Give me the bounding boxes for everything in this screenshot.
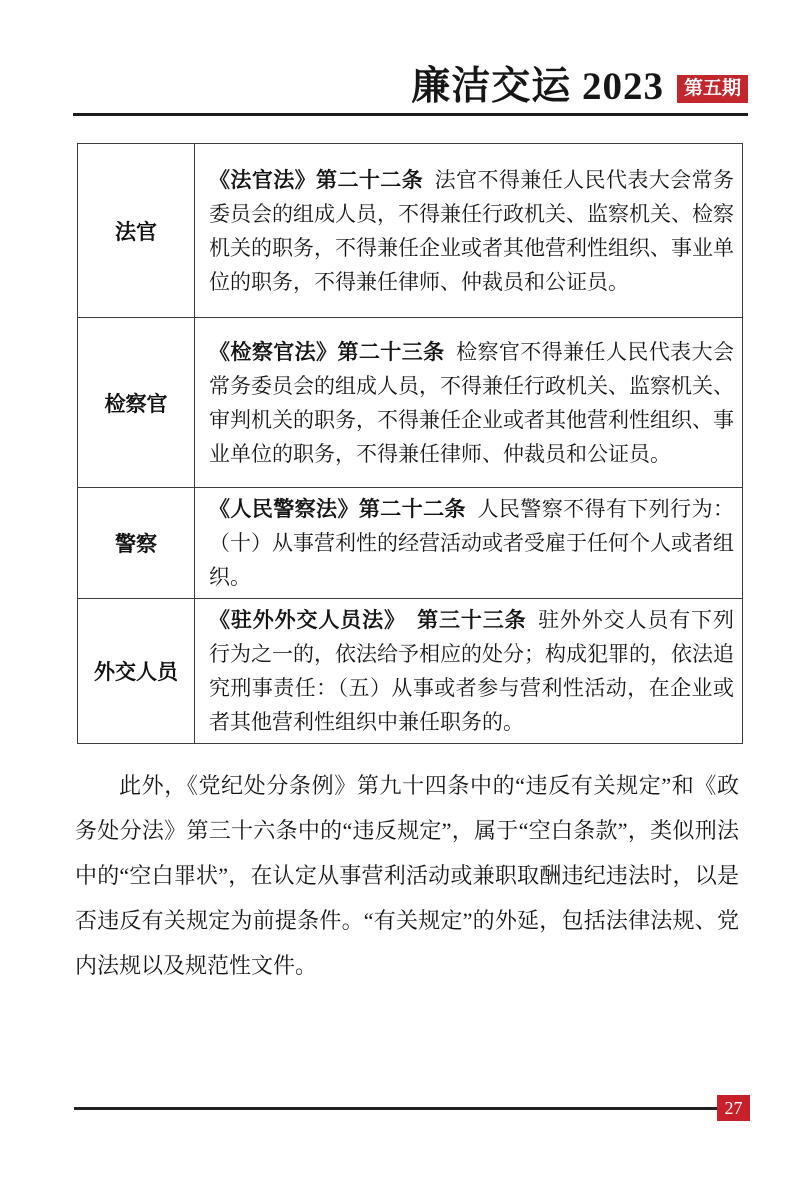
- category-cell: 外交人员: [78, 599, 195, 744]
- table-row: [78, 488, 743, 599]
- masthead-title: 廉洁交运 2023: [411, 65, 664, 108]
- issue-badge: 第五期: [677, 75, 748, 103]
- regulation-text: 驻外外交人员有下列行为之一的，依法给予相应的处分；构成犯罪的，依法追究刑事责任：（五）从事或者参与营利性活动，在企业或者其他营利性组织中兼任职务的。: [209, 608, 735, 734]
- content-cell: [195, 488, 743, 599]
- regulation-text: 法官不得兼任人民代表大会常务委员会的组成人员，不得兼任行政机关、监察机关、检察机关的职务，不得兼任企业或者其他营利性组织、事业单位的职务，不得兼任律师、仲裁员和公证员。: [209, 167, 734, 294]
- category-cell: 检察官: [78, 318, 195, 488]
- citation-label: 《人民警察法》第二十二条: [209, 497, 466, 521]
- table-row: [78, 144, 743, 318]
- page-footer: [74, 1095, 750, 1121]
- table-row: [78, 599, 743, 744]
- citation-label: 《检察官法》第二十三条: [209, 339, 445, 364]
- table-row: [78, 318, 743, 488]
- content-cell: [195, 318, 743, 488]
- footer-rule: [74, 1107, 717, 1110]
- citation-label: 《法官法》第二十二条: [209, 167, 424, 192]
- citation-label: 《驻外外交人员法》 第三十三条: [209, 608, 527, 632]
- category-cell: 警察: [78, 488, 195, 599]
- page-number-badge: 27: [717, 1095, 750, 1121]
- page-header: [73, 0, 748, 116]
- regulation-text: 人民警察不得有下列行为：（十）从事营利性的经营活动或者受雇于任何个人或者组织。: [209, 497, 735, 589]
- regulation-text: 检察官不得兼任人民代表大会常务委员会的组成人员，不得兼任行政机关、监察机关、审判机关的职务，不得兼任企业或者其他营利性组织、事业单位的职务，不得兼任律师、仲裁员和公证员。: [209, 339, 735, 466]
- content-cell: [195, 599, 743, 744]
- category-cell: 法官: [78, 144, 195, 318]
- content-cell: [195, 144, 743, 318]
- commentary-paragraph: 此外，《党纪处分条例》第九十四条中的“违反有关规定”和《政务处分法》第三十六条中的“违反规定”，属于“空白条款”，类似刑法中的“空白罪状”，在认定从事营利活动或兼职取酬违纪违法时，以是否违反有关规定为前提条件。“有关规定”的外延，包括法律法规、党内法规以及规范性文件。: [75, 773, 739, 978]
- regulations-table: [77, 143, 743, 744]
